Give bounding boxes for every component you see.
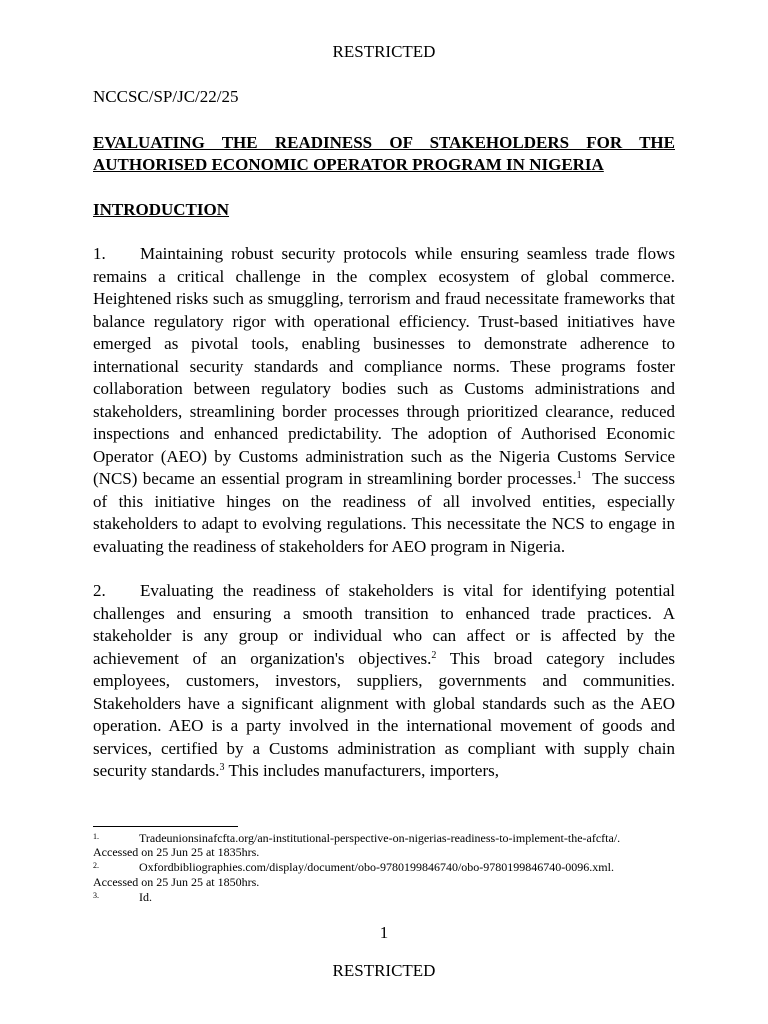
footnote-accessed: Accessed on 25 Jun 25 at 1835hrs. [93, 845, 260, 860]
paragraph-2 [93, 580, 675, 783]
footnote-reference[interactable]: 3 [219, 762, 225, 773]
page-number: 1 [379, 923, 389, 942]
footnote-reference[interactable]: 2 [431, 649, 437, 661]
paragraph-text: The success of this initiative hinges on the readiness of all involved entities, especially stakeholders to adapt to evolving regulations. This necessitate the NCS to engage in evaluating the readiness of stakeholders for AEO program in Nigeria. [93, 469, 675, 556]
document-title: EVALUATING THE READINESS OF STAKEHOLDERS FOR THE AUTHORISED ECONOMIC OPERATOR PROGRAM IN NIGERIA [93, 132, 675, 174]
footnotes [93, 830, 675, 904]
footnote-reference[interactable]: 1 [576, 470, 582, 481]
footnote-1 [93, 830, 675, 859]
paragraph-text: This includes manufacturers, importers, [228, 761, 499, 780]
footnote-2 [93, 859, 675, 888]
footnote-accessed: Accessed on 25 Jun 25 at 1850hrs. [93, 874, 260, 889]
paragraph-text: Maintaining robust security protocols while ensuring seamless trade flows remains a critical challenge in the complex ecosystem of global commerce. Heightened risks such as smuggling, terrorism and fraud necessitate frameworks that balance regulatory rigor with operational efficiency. Trust-based initiatives have emerged as pivotal tools, enabling businesses to demonstrate adherence to international security standards and compliance norms. These programs foster collaboration between regulatory bodies such as Customs administrations and stakeholders, streamlining border processes through prioritized clearance, reduced inspections and enhanced predictability. The adoption of Authorised Economic Operator (AEO) by Customs administration such as the Nigeria Customs Service (NCS) became an essential program in streamlining border processes. [93, 244, 675, 488]
footnote-text: Tradeunionsinafcfta.org/an-institutional-perspective-on-nigerias-readiness-to-implement-the-afcfta/. [139, 831, 621, 845]
section-heading: INTRODUCTION [93, 199, 230, 219]
paragraph-text: This broad category includes employees, customers, investors, suppliers, governments and communities. Stakeholders have a significant alignment with global standards such as the AEO operation. AEO is a party involved in the international movement of goods and services, certified by a Customs administration as compliant with supply chain security standards. [93, 648, 675, 780]
classification-header: RESTRICTED [332, 42, 436, 61]
classification-footer: RESTRICTED [332, 961, 436, 980]
document-body [93, 86, 675, 805]
reference-number: NCCSC/SP/JC/22/25 [93, 87, 239, 106]
footnote-mark: 2. [93, 861, 99, 871]
footnote-text: Oxfordbibliographies.com/display/document/obo-9780199846740/obo-9780199846740-0096.xml. [139, 860, 614, 875]
footnote-mark: 3. [93, 890, 99, 900]
footnote-separator [93, 826, 238, 827]
footnote-text: Id. [139, 889, 152, 904]
footnote-3 [93, 889, 675, 904]
paragraph-number: 2. [93, 581, 106, 600]
footnote-mark: 1. [93, 832, 99, 841]
paragraph-1 [93, 243, 675, 558]
paragraph-text: Evaluating the readiness of stakeholders is vital for identifying potential challenges and ensuring a smooth transition to enhanced trade practices. A stakeholder is any group or individual who can affect or is affected by the achievement of an organization's objectives. [93, 581, 675, 668]
paragraph-number: 1. [93, 244, 106, 263]
